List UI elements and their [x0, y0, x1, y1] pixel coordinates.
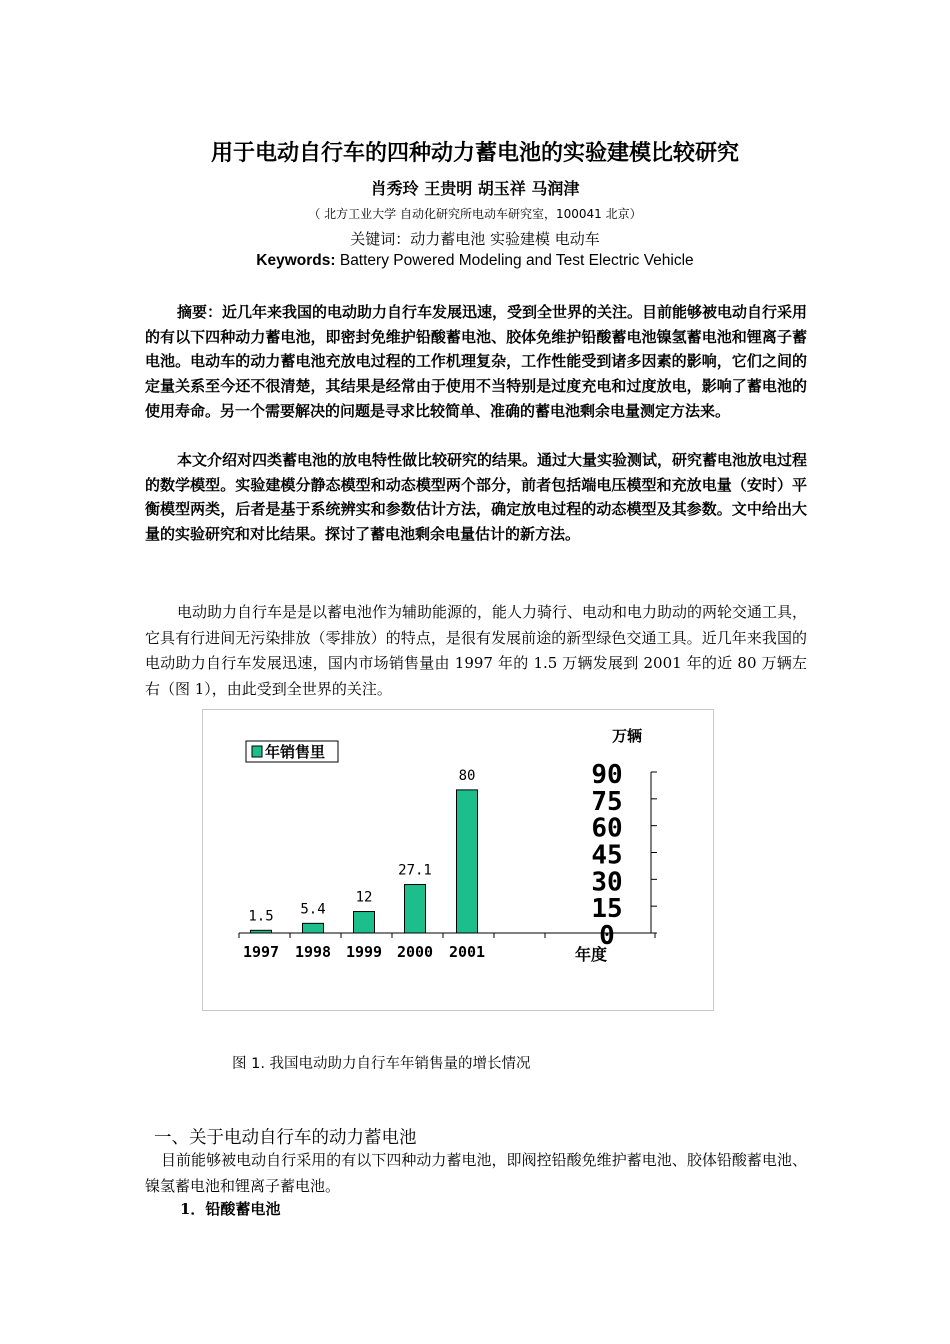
x-tick-label-1998: 1998	[294, 943, 332, 961]
section-paragraph: 目前能够被电动自行采用的有以下四种动力蓄电池，即阀控铅酸免维护蓄电池、胶体铅酸蓄电池、镍氢蓄电池和锂离子蓄电池。	[145, 1151, 807, 1195]
y-tick-label-75: 75	[591, 786, 623, 817]
bar-2001	[457, 790, 478, 933]
y-tick-label-90: 90	[591, 760, 623, 790]
y-tick-label-0: 0	[599, 921, 615, 951]
figure-frame	[202, 709, 714, 1011]
data-label-1997: 1.5	[248, 908, 274, 925]
bar-1999	[354, 912, 375, 933]
y-tick-label-45: 45	[591, 840, 623, 871]
y-axis-unit: 万辆	[611, 727, 643, 745]
keywords-english	[0, 252, 950, 270]
bar-2000	[405, 885, 426, 933]
y-tick-label-60: 60	[591, 813, 623, 844]
affiliation: （ 北方工业大学 自动化研究所电动车研究室，100041 北京）	[308, 207, 642, 221]
x-tick-label-1997: 1997	[242, 943, 280, 961]
x-tick-label-2000: 2000	[396, 943, 434, 961]
keywords-chinese: 关键词：动力蓄电池 实验建模 电动车	[350, 230, 600, 248]
subsection-heading: 1．铅酸蓄电池	[180, 1200, 281, 1218]
data-label-1999: 12	[355, 889, 373, 906]
intro-paragraph: 电动助力自行车是是以蓄电池作为辅助能源的，能人力骑行、电动和电力助动的两轮交通工具，它具有行进间无污染排放（零排放）的特点，是很有发展前途的新型绿色交通工具。近几年来我国的电动助力自行车发展迅速，国内市场销售量由 1997 年的 1.5 万辆发展到 2001 年的近 80 万辆左右（图 1），由此受到全世界的关注。	[145, 603, 808, 698]
section-heading: 一、关于电动自行车的动力蓄电池	[154, 1128, 417, 1148]
figure-caption: 图 1. 我国电动助力自行车年销售量的增长情况	[232, 1056, 531, 1072]
author-list: 肖秀玲 王贵明 胡玉祥 马润津	[370, 179, 580, 198]
paper-title: 用于电动自行车的四种动力蓄电池的实验建模比较研究	[210, 141, 739, 166]
abstract-paragraph-1: 摘要：近几年来我国的电动助力自行车发展迅速，受到全世界的关注。目前能够被电动自行采用的有以下四种动力蓄电池，即密封免维护铅酸蓄电池、胶体免维护铅酸蓄电池镍氢蓄电池和锂离子蓄电池。电动车的动力蓄电池充放电过程的工作机理复杂，工作性能受到诸多因素的影响，它们之间的定量关系至今还不很清楚，其结果是经常由于使用不当特别是过度充电和过度放电，影响了蓄电池的使用寿命。另一个需要解决的问题是寻求比较简单、准确的蓄电池剩余电量测定方法来。	[145, 303, 808, 420]
legend-swatch	[252, 746, 262, 757]
x-tick-label-1999: 1999	[345, 943, 383, 961]
data-label-1998: 5.4	[300, 901, 326, 918]
abstract-paragraph-2: 本文介绍对四类蓄电池的放电特性做比较研究的结果。通过大量实验测试，研究蓄电池放电过程的数学模型。实验建模分静态模型和动态模型两个部分，前者包括端电压模型和充放电量（安时）平衡模型两类，后者是基于系统辨实和参数估计方法，确定放电过程的动态模型及其参数。文中给出大量的实验研究和对比结果。探讨了蓄电池剩余电量估计的新方法。	[145, 451, 808, 544]
x-axis-title: 年度	[574, 945, 608, 964]
sales-bar-chart	[203, 710, 713, 1010]
y-tick-label-30: 30	[591, 867, 623, 898]
bar-1997	[251, 930, 272, 933]
data-label-2001: 80	[458, 767, 476, 784]
data-label-2000: 27.1	[398, 862, 432, 879]
bar-1998	[303, 923, 324, 933]
x-tick-label-2001: 2001	[448, 943, 486, 961]
legend-label: 年销售里	[265, 743, 326, 761]
y-tick-label-15: 15	[591, 894, 623, 925]
keywords-label: Keywords:	[256, 252, 336, 269]
keywords-text: Battery Powered Modeling and Test Electric Vehicle	[335, 252, 694, 269]
